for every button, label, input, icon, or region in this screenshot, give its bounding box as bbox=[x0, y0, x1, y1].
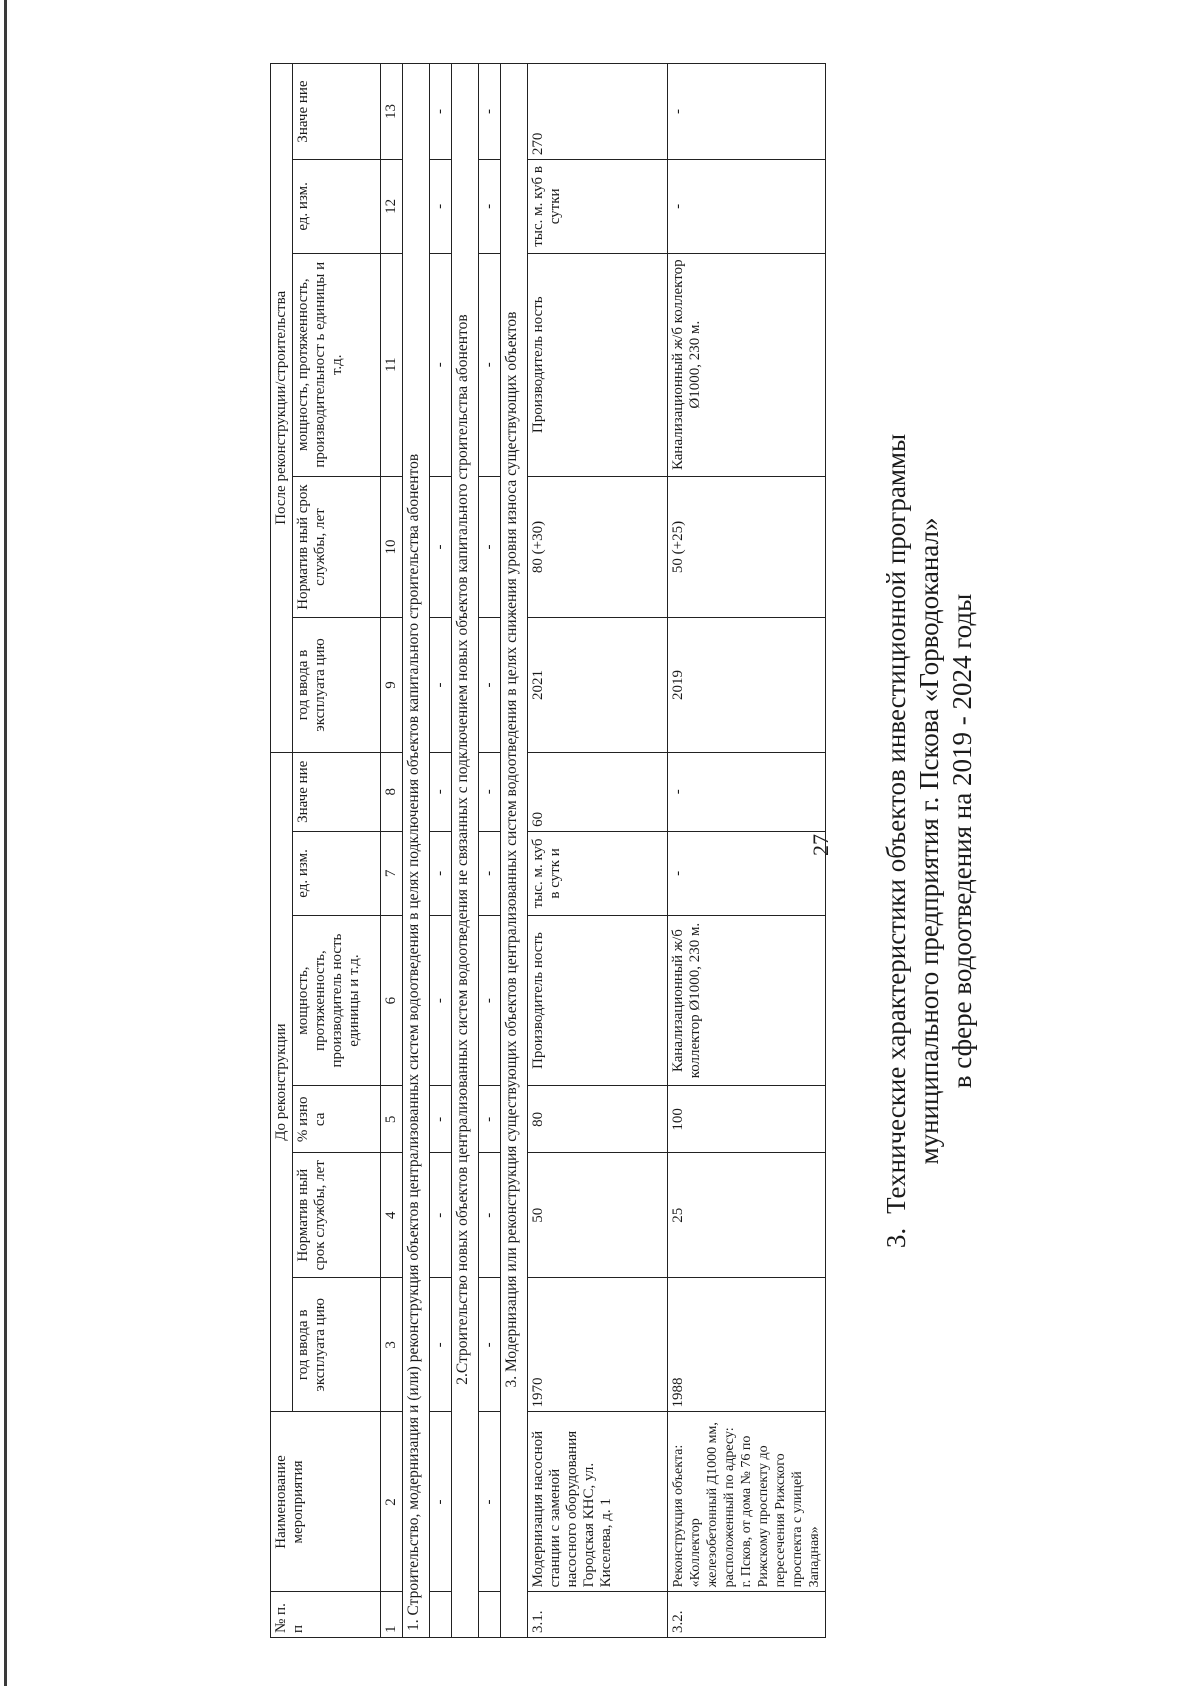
row-norm-after: 50 (+25) bbox=[668, 476, 826, 618]
dash-cell: - bbox=[479, 831, 501, 915]
header-before-group: До реконструкции bbox=[271, 752, 293, 1412]
dash-cell: - bbox=[479, 1412, 501, 1592]
page-number: 27 bbox=[808, 834, 833, 856]
col-num-3: 3 bbox=[381, 1278, 403, 1412]
row-power: Производитель ность bbox=[528, 915, 668, 1085]
row-power: Канализационный ж/б коллектор Ø1000, 230 м. bbox=[668, 915, 826, 1085]
row-value-after: - bbox=[668, 64, 826, 160]
dash-cell: - bbox=[430, 915, 452, 1085]
col-num-13: 13 bbox=[381, 64, 403, 160]
header-row-2 bbox=[293, 64, 381, 1638]
col-num-6: 6 bbox=[381, 915, 403, 1085]
row-power-after: Канализационный ж/б коллектор Ø1000, 230 м. bbox=[668, 253, 826, 476]
dash-cell: - bbox=[479, 160, 501, 254]
title-line-1: Технические характеристики объектов инвестиционной программы bbox=[881, 433, 911, 1214]
title-line-3: в сфере водоотведения на 2019 - 2024 годы bbox=[947, 593, 977, 1089]
section-2-empty-row bbox=[479, 64, 501, 1638]
section-1-row bbox=[403, 64, 430, 1638]
header-power-after: мощность, протяженность, производительност ь единицы и т.д. bbox=[293, 253, 381, 476]
empty-cell bbox=[479, 1592, 501, 1638]
section-2-row bbox=[452, 64, 479, 1638]
empty-cell bbox=[430, 1592, 452, 1638]
dash-cell: - bbox=[479, 64, 501, 160]
header-value: Значе ние bbox=[293, 752, 381, 831]
row-unit: тыс. м. куб в сутк и bbox=[528, 831, 668, 915]
row-num: 3.2. bbox=[668, 1592, 826, 1638]
dash-cell: - bbox=[430, 1412, 452, 1592]
row-unit-after: тыс. м. куб в сутки bbox=[528, 160, 668, 254]
row-name: Модернизация насосной станции с заменой насосного оборудования Городская КНС, ул. Киселева, д. 1 bbox=[528, 1412, 668, 1592]
row-unit-after: - bbox=[668, 160, 826, 254]
row-unit: - bbox=[668, 831, 826, 915]
table-row bbox=[668, 64, 826, 1638]
col-num-5: 5 bbox=[381, 1086, 403, 1153]
col-num-7: 7 bbox=[381, 831, 403, 915]
title-line-2: муниципального предприятия г. Пскова «Горводоканал» bbox=[914, 517, 944, 1165]
dash-cell: - bbox=[479, 915, 501, 1085]
dash-cell: - bbox=[430, 476, 452, 618]
dash-cell: - bbox=[430, 1086, 452, 1153]
dash-cell: - bbox=[479, 1278, 501, 1412]
header-year-after: год ввода в эксплуата цию bbox=[293, 618, 381, 752]
dash-cell: - bbox=[430, 64, 452, 160]
row-norm-after: 80 (+30) bbox=[528, 476, 668, 618]
row-wear: 80 bbox=[528, 1086, 668, 1153]
header-num: № п. п bbox=[271, 1592, 381, 1638]
dash-cell: - bbox=[479, 1153, 501, 1278]
row-year-after: 2019 bbox=[668, 618, 826, 752]
dash-cell: - bbox=[479, 1086, 501, 1153]
section-3-row bbox=[501, 64, 528, 1638]
section-2-heading: 2.Строительство новых объектов централизованных систем водоотведения не связанных с подключением новых объектов капитального строительства абонентов bbox=[452, 64, 479, 1638]
row-num: 3.1. bbox=[528, 1592, 668, 1638]
col-num-1: 1 bbox=[381, 1592, 403, 1638]
dash-cell: - bbox=[479, 476, 501, 618]
col-num-8: 8 bbox=[381, 752, 403, 831]
dash-cell: - bbox=[430, 1278, 452, 1412]
section-1-heading: 1. Строительство, модернизация и (или) реконструкция объектов централизованных систем водоотведения в целях подключения объектов капитального строительства абонентов bbox=[403, 64, 430, 1638]
section-1-empty-row bbox=[430, 64, 452, 1638]
row-wear: 100 bbox=[668, 1086, 826, 1153]
header-norm-after: Норматив ный срок службы, лет bbox=[293, 476, 381, 618]
document-title bbox=[880, 151, 979, 1531]
section-3-heading: 3. Модернизация или реконструкция существующих объектов централизованных систем водоотведения в целях снижения уровня износа существующих объектов bbox=[501, 64, 528, 1638]
title-number: 3. bbox=[881, 1227, 911, 1249]
characteristics-table bbox=[270, 63, 826, 1638]
header-unit-after: ед. изм. bbox=[293, 160, 381, 254]
header-power-before: мощность, протяженность, производитель ность единицы и т.д. bbox=[293, 915, 381, 1085]
row-year: 1970 bbox=[528, 1278, 668, 1412]
row-name: Реконструкция объекта: «Коллектор железобетонный Д1000 мм, расположенный по адресу: г. Псков, от дома № 76 по Рижскому проспекту до пересечения Рижского проспекта с улицей Западная» bbox=[668, 1412, 826, 1592]
dash-cell: - bbox=[479, 253, 501, 476]
dash-cell: - bbox=[430, 752, 452, 831]
row-norm: 25 bbox=[668, 1153, 826, 1278]
row-norm: 50 bbox=[528, 1153, 668, 1278]
dash-cell: - bbox=[430, 1153, 452, 1278]
header-after-group: После реконструкции/строительства bbox=[271, 64, 293, 753]
dash-cell: - bbox=[430, 618, 452, 752]
col-num-10: 10 bbox=[381, 476, 403, 618]
row-power-after: Производитель ность bbox=[528, 253, 668, 476]
row-year-after: 2021 bbox=[528, 618, 668, 752]
row-value: 60 bbox=[528, 752, 668, 831]
header-name: Наименование мероприятия bbox=[271, 1412, 381, 1592]
dash-cell: - bbox=[430, 253, 452, 476]
col-num-12: 12 bbox=[381, 160, 403, 254]
header-value-after: Значе ние bbox=[293, 64, 381, 160]
dash-cell: - bbox=[479, 618, 501, 752]
row-year: 1988 bbox=[668, 1278, 826, 1412]
header-norm: Норматив ный срок службы, лет bbox=[293, 1153, 381, 1278]
header-row-1 bbox=[271, 64, 293, 1638]
row-value: - bbox=[668, 752, 826, 831]
col-num-11: 11 bbox=[381, 253, 403, 476]
dash-cell: - bbox=[430, 831, 452, 915]
dash-cell: - bbox=[430, 160, 452, 254]
header-unit: ед. изм. bbox=[293, 831, 381, 915]
table-row bbox=[528, 64, 668, 1638]
dash-cell: - bbox=[479, 752, 501, 831]
col-num-2: 2 bbox=[381, 1412, 403, 1592]
header-year: год ввода в эксплуата цию bbox=[293, 1278, 381, 1412]
header-wear: % изно са bbox=[293, 1086, 381, 1153]
col-num-4: 4 bbox=[381, 1153, 403, 1278]
col-num-9: 9 bbox=[381, 618, 403, 752]
column-number-row bbox=[381, 64, 403, 1638]
row-value-after: 270 bbox=[528, 64, 668, 160]
